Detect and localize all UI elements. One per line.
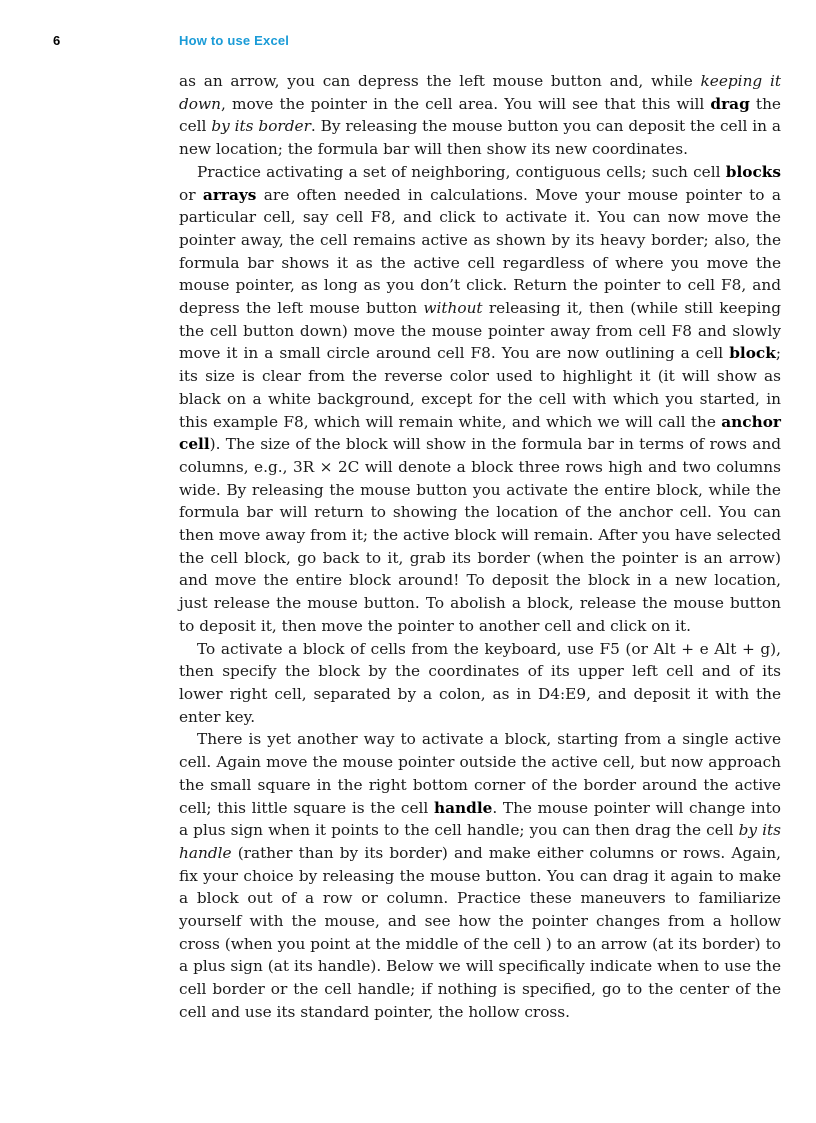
italic-by-its-border: by its border [211,117,311,136]
paragraph-1: as an arrow, you can depress the left mouse button and, while keeping it down, move the pointer in the cell area. You will see that this will drag the cell by its border. By releasing the mouse button you can deposit the cell in a new location; the formula bar will then show its new coordinates. [179,72,781,159]
bold-block: block [729,344,776,363]
paragraph-2: Practice activating a set of neighboring, contiguous cells; such cell blocks or arrays are often needed in calculations. Move your mouse pointer to a particular cell, say cell F8, and click to activate it. You can now move the pointer away, the cell remains active as shown by its heavy border; also, the formula bar shows it as the active cell regardless of where you move the mouse pointer, as long as you don’t click. Return the pointer to cell F8, and depress the left mouse button without releasing it, then (while still keeping the cell button down) move the mouse pointer away from cell F8 and slowly move it in a small circle around cell F8. You are now outlining a cell block; its size is clear from the reverse color used to highlight it (it will show as black on a white background, except for the cell with which you started, in this example F8, which will remain white, and which we will call the anchor cell). The size of the block will show in the formula bar in terms of rows and columns, e.g., 3R × 2C will denote a block three rows high and two columns wide. By releasing the mouse button you activate the entire block, while the formula bar will return to showing the location of the anchor cell. You can then move away from it; the active block will remain. After you have selected the cell block, go back to it, grab its border (when the pointer is an arrow) and move the entire block around! To deposit the block in a new location, just release the mouse button. To abolish a block, release the mouse button to deposit it, then move the pointer to another cell and click on it. [179,162,782,635]
bold-arrays: arrays [202,185,257,204]
italic-without: without [423,299,483,318]
running-title: How to use Excel [179,33,290,48]
bold-blocks: blocks [725,162,781,181]
paragraph-4: There is yet another way to activate a block, starting from a single active cell. Again move the mouse pointer outside the active cell, but now approach the small square in the right bottom corner of the border around the active cell; this little square is the cell handle. The mouse pointer will change into a plus sign when it points to the cell handle; you can then drag the cell by its handle (rather than by its border) and make either columns or rows. Again, fix your choice by releasing the mouse button. You can drag it again to make a block out of a row or column. Practice these maneuvers to familiarize yourself with the mouse, and see how the pointer changes from a hollow cross (when you point at the middle of the cell ) to an arrow (at its border) to a plus sign (at its handle). Below we will specifically indicate when to use the cell border or the cell handle; if nothing is specified, go to the center of the cell and use its standard pointer, the hollow cross. [179,730,781,1021]
bold-handle: handle [433,798,493,817]
italic-keeping-it-down: keeping it down [179,72,781,113]
bold-anchor-cell: anchor cell [179,412,781,454]
paragraph-3: To activate a block of cells from the keyboard, use F5 (or Alt + e Alt + g), then specify the block by the coordinates of its upper left cell and of its lower right cell, separated by a colon, as in D4:E9, and deposit it with the enter key. [179,639,781,726]
page-number: 6 [53,33,61,48]
italic-by-its-handle: by its handle [179,821,781,862]
bold-drag: drag [710,94,750,113]
body-text [179,70,781,1024]
